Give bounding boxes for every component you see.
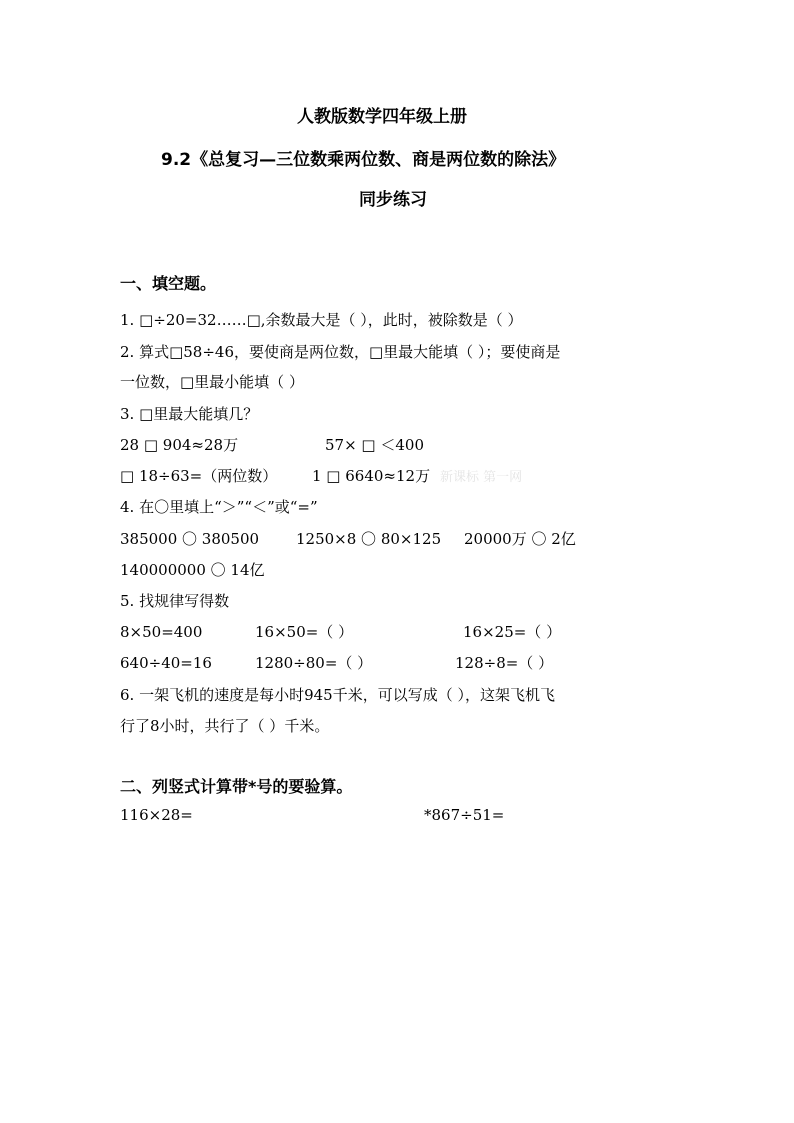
- question-4-item-c: 20000万 〇 2亿: [464, 530, 576, 548]
- question-5-item-a: 8×50=400: [120, 623, 203, 641]
- question-4-item-b: 1250×8 〇 80×125: [296, 530, 442, 548]
- question-2-line-2: 一位数，□里最小能填（ ）: [120, 373, 304, 391]
- question-5: 5. 找规律写得数: [120, 592, 230, 610]
- question-4: 4. 在〇里填上“＞”“＜”或“=”: [120, 498, 318, 516]
- section2-heading: 二、列竖式计算带*号的要验算。: [120, 777, 353, 796]
- question-6-line-2: 行了8小时，共行了（ ）千米。: [120, 717, 330, 735]
- question-4-item-d: 140000000 〇 14亿: [120, 561, 265, 579]
- question-6-line-1: 6. 一架飞机的速度是每小时945千米，可以写成（ ），这架飞机飞: [120, 686, 555, 704]
- problem-1: 116×28=: [120, 806, 193, 824]
- title-line-1: 人教版数学四年级上册: [297, 107, 467, 127]
- question-3-item-c: □ 18÷63=（两位数）: [120, 467, 278, 485]
- question-3-item-b: 57× □ ＜400: [325, 436, 424, 454]
- question-5-item-f: 128÷8=（ ）: [455, 654, 554, 672]
- question-1: 1. □÷20=32……□,余数最大是（ ），此时，被除数是（ ）: [120, 311, 523, 329]
- title-line-3: 同步练习: [359, 190, 427, 210]
- question-5-item-c: 16×25=（ ）: [463, 623, 562, 641]
- problem-2: *867÷51=: [424, 806, 505, 824]
- section1-heading: 一、填空题。: [120, 274, 217, 293]
- question-2-line-1: 2. 算式□58÷46，要使商是两位数，□里最大能填（ ）；要使商是: [120, 343, 561, 361]
- question-4-item-a: 385000 〇 380500: [120, 530, 260, 548]
- question-3-item-a: 28 □ 904≈28万: [120, 436, 239, 454]
- question-5-item-d: 640÷40=16: [120, 654, 212, 672]
- watermark: 新课标 第一网: [440, 470, 523, 485]
- question-3-item-d: 1 □ 6640≈12万: [312, 467, 431, 485]
- title-line-2: 9.2《总复习—三位数乘两位数、商是两位数的除法》: [161, 150, 566, 170]
- question-5-item-e: 1280÷80=（ ）: [255, 654, 373, 672]
- question-3: 3. □里最大能填几？: [120, 405, 259, 423]
- question-5-item-b: 16×50=（ ）: [255, 623, 354, 641]
